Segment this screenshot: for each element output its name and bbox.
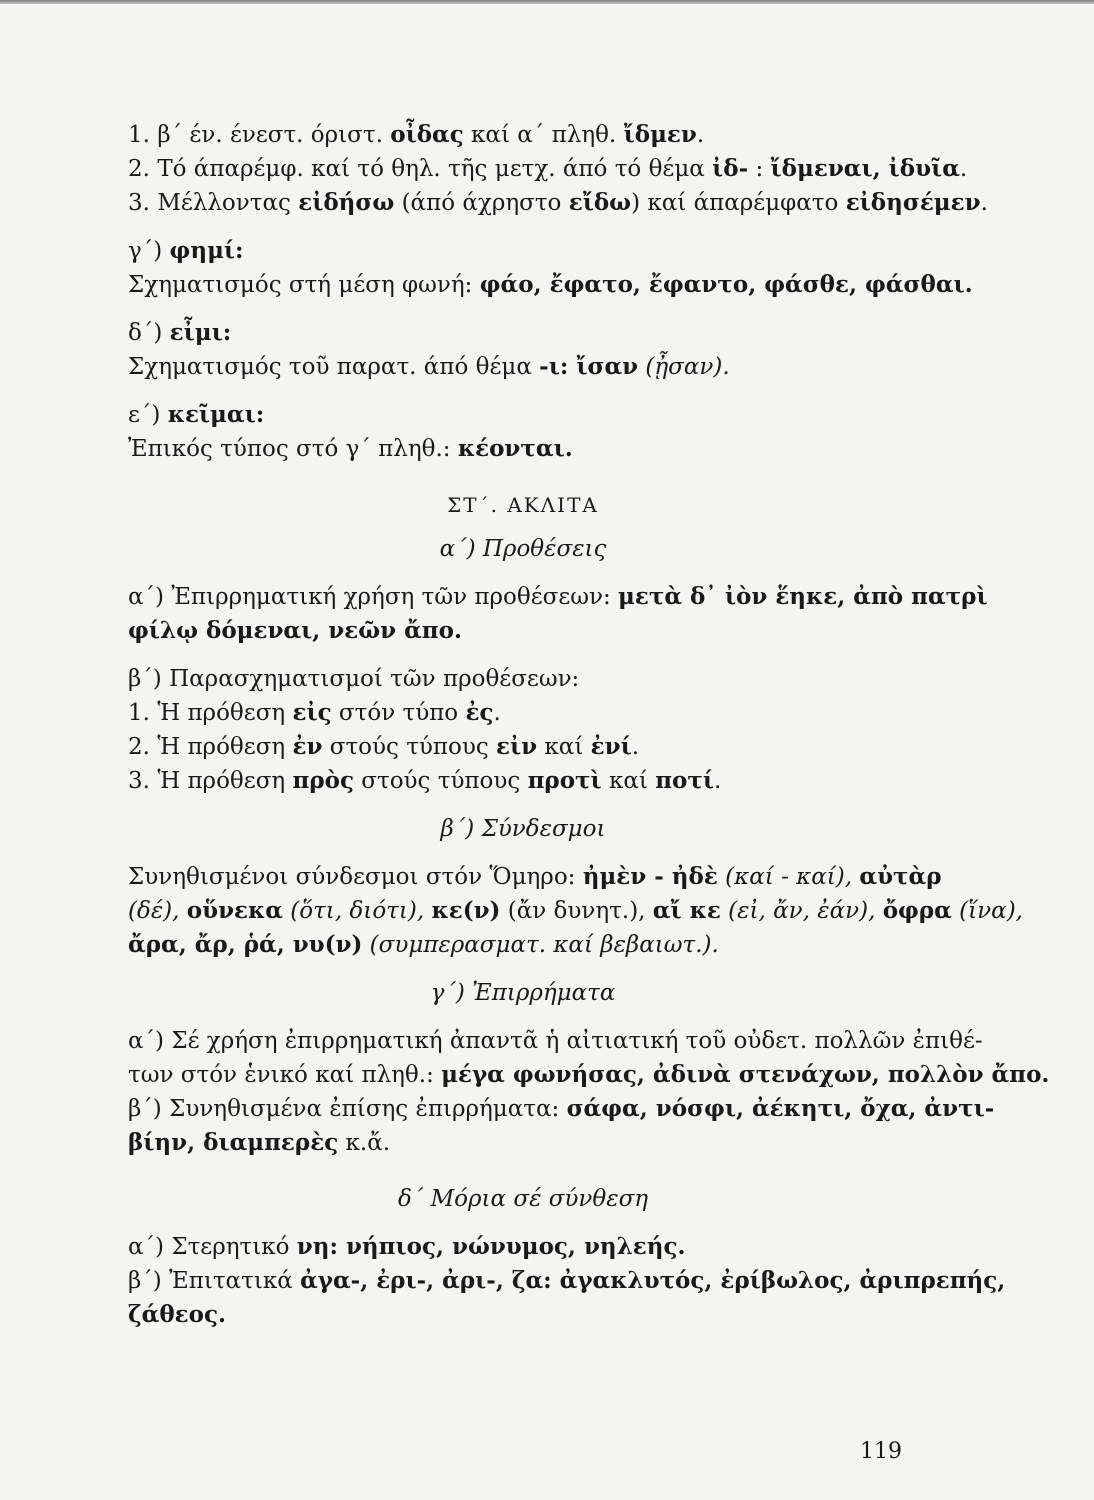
prepositions-beta-item-1: 1. Ἡ πρόθεση εἰς στόν τύπο ἐς. <box>128 699 501 726</box>
numbered-line-3: 3. Μέλλοντας εἰδήσω (άπό άχρηστο εἴδω) καί άπαρέμφατο εἰδησέμεν. <box>128 189 988 216</box>
prepositions-beta-item-2: 2. Ἡ πρόθεση ἐν στούς τύπους εἰν καί ἐνί. <box>128 733 640 760</box>
subheading-adverbs: γ΄) Ἐπιρρήματα <box>430 980 616 1006</box>
adverbs-alpha-line-1: α΄) Σέ χρήση ἐπιρρηματική ἀπαντᾶ ἡ αἰτιατική τοῦ οὐδετ. πολλῶν ἐπιθέ- <box>128 1028 983 1054</box>
adverbs-alpha-line-2: των στόν ἑνικό καί πληθ.: μέγα φωνήσας, ἀδινὰ στενάχων, πολλὸν ἄπο. <box>128 1061 1050 1088</box>
delta-text: Σχηματισμός τοῦ παρατ. άπό θέμα -ι: ἴσαν (ᾖσαν). <box>128 353 730 380</box>
epsilon-text: Ἐπικός τύπος στό γ΄ πληθ.: κέονται. <box>128 435 573 462</box>
page-number: 119 <box>860 1439 902 1464</box>
gamma-text: Σχηματισμός στή μέση φωνή: φάο, ἔφατο, ἔφαντο, φάσθε, φάσθαι. <box>128 271 973 298</box>
numbered-line-1: 1. β΄ έν. ένεστ. όριστ. οἶδας καί α΄ πληθ. ἴδμεν. <box>128 121 705 148</box>
prepositions-beta-item-3: 3. Ἡ πρόθεση πρὸς στούς τύπους προτὶ καί ποτί. <box>128 767 722 794</box>
subheading-conjunctions: β΄) Σύνδεσμοι <box>440 816 606 842</box>
particles-beta-line-1: β΄) Ἐπιτατικά ἀγα-, ἐρι-, ἀρι-, ζα: ἀγακλυτός, ἐρίβωλος, ἀριπρεπής, <box>128 1267 1006 1294</box>
particles-beta-line-2: ζάθεος. <box>128 1301 226 1328</box>
prepositions-beta-heading: β΄) Παρασχηματισμοί τῶν προθέσεων: <box>128 666 580 692</box>
conjunctions-line-1: Συνηθισμένοι σύνδεσμοι στόν Ὅμηρο: ἠμὲν - ἠδὲ (καί - καί), αὐτὰρ <box>128 863 942 890</box>
subheading-particles: δ΄ Μόρια σέ σύνθεση <box>397 1186 649 1212</box>
subheading-prepositions: α΄) Προθέσεις <box>439 536 607 562</box>
scan-top-edge <box>0 0 1094 4</box>
epsilon-heading: ε΄) κεῖμαι: <box>128 401 265 428</box>
conjunctions-line-3: ἄρα, ἄρ, ῥά, νυ(ν) (συμπερασματ. καί βεβαιωτ.). <box>128 931 719 958</box>
section-title: ΣΤ΄. ΑΚΛΙΤΑ <box>447 493 599 517</box>
adverbs-beta-line-2: βίην, διαμπερὲς κ.ἄ. <box>128 1129 391 1156</box>
delta-heading: δ΄) εἶμι: <box>128 319 232 346</box>
prepositions-alpha-line-2: φίλῳ δόμεναι, νεῶν ἄπο. <box>128 617 462 644</box>
gamma-heading: γ΄) φημί: <box>128 237 244 264</box>
prepositions-alpha-line-1: α΄) Ἐπιρρηματική χρήση τῶν προθέσεων: μετὰ δ᾽ ἰὸν ἕηκε, ἀπὸ πατρὶ <box>128 583 988 610</box>
page-body <box>128 118 1050 1332</box>
numbered-line-2: 2. Τό άπαρέμφ. καί τό θηλ. τῆς μετχ. άπό τό θέμα ἰδ- : ἴδμεναι, ἰδυῖα. <box>128 155 968 182</box>
adverbs-beta-line-1: β΄) Συνηθισμένα ἐπίσης ἐπιρρήματα: σάφα, νόσφι, ἀέκητι, ὄχα, ἀντι- <box>128 1095 995 1122</box>
particles-alpha: α΄) Στερητικό νη: νήπιος, νώνυμος, νηλεής. <box>128 1233 686 1260</box>
conjunctions-line-2: (δέ), οὕνεκα (ὅτι, διότι), κε(ν) (ἄν δυνητ.), αἴ κε (εἰ, ἄν, ἐάν), ὄφρα (ἵνα), <box>128 897 1023 924</box>
